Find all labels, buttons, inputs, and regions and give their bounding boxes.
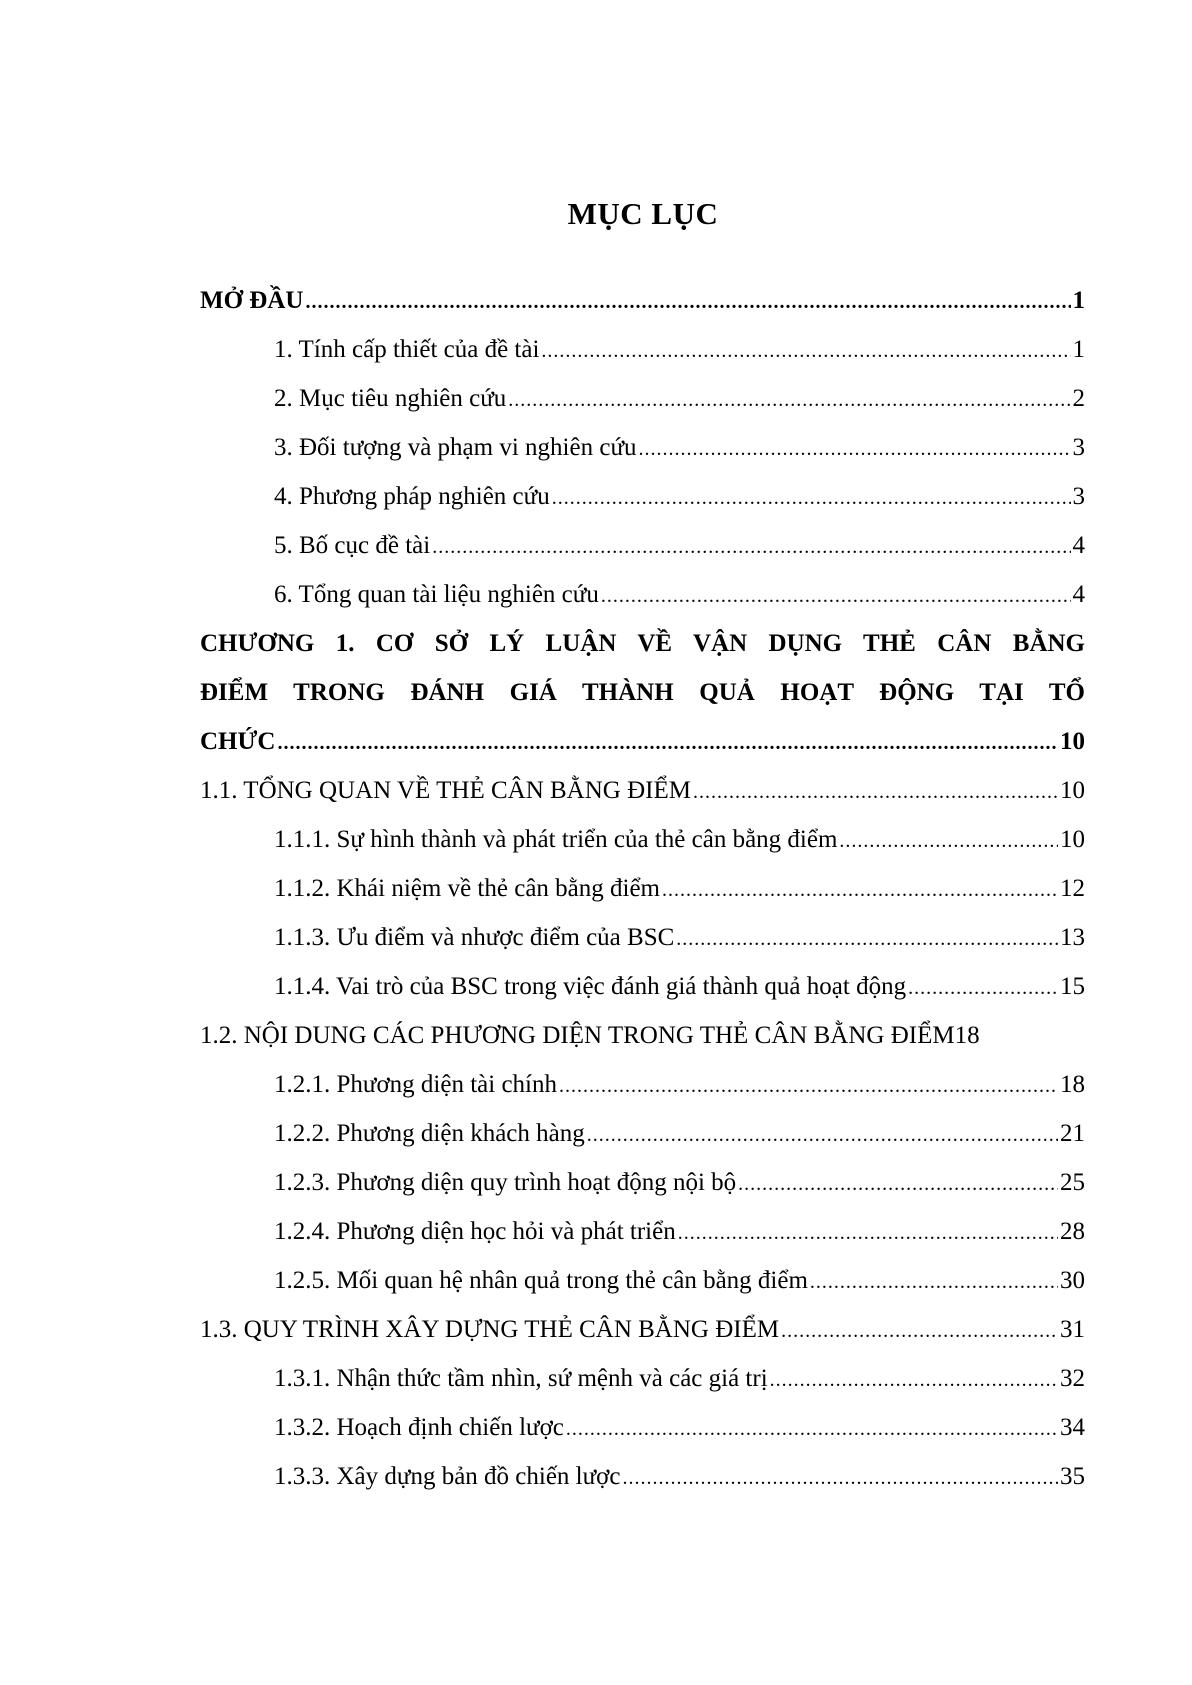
toc-entry-intro-3[interactable] [200, 423, 1085, 472]
toc-entry-label: 1.1.3. Ưu điểm và nhược điểm của BSC [274, 924, 675, 951]
toc-entry-label: 1.2.5. Mối quan hệ nhân quả trong thẻ cân bằng điểm [274, 1267, 808, 1294]
toc-entry-label: 1.3.2. Hoạch định chiến lược [274, 1414, 564, 1441]
toc-page-number: 1 [1072, 336, 1085, 363]
toc-entry-label: 1. Tính cấp thiết của đề tài [274, 336, 540, 363]
toc-entry-label: 1.1. TỔNG QUAN VỀ THẺ CÂN BẰNG ĐIỂM [200, 777, 691, 804]
toc-leader-dots [559, 1062, 1058, 1111]
toc-entry-1-1-2[interactable] [200, 864, 1085, 913]
page-title: MỤC LỤC [567, 196, 719, 231]
toc-page-number: 10 [1060, 826, 1085, 853]
toc-entry-1-1-3[interactable] [200, 913, 1085, 962]
toc-leader-dots [305, 278, 1070, 327]
toc-entry-label: 3. Đối tượng và phạm vi nghiên cứu [274, 434, 637, 461]
toc-page-number: 28 [1060, 1218, 1085, 1245]
toc-leader-dots [676, 915, 1058, 964]
toc-chapter-last-line [200, 717, 1085, 766]
toc-page-number: 34 [1060, 1414, 1085, 1441]
toc-leader-dots [552, 474, 1071, 523]
toc-entry-intro-5[interactable] [200, 521, 1085, 570]
toc-leader-dots [810, 1258, 1058, 1307]
toc-entry-label: 1.2.4. Phương diện học hỏi và phát triển [274, 1218, 676, 1245]
toc-entry-chapter-1[interactable] [200, 619, 1085, 766]
toc-leader-dots [541, 327, 1070, 376]
toc-entry-1-3-1[interactable] [200, 1354, 1085, 1403]
toc-page-number: 15 [1060, 973, 1085, 1000]
toc-page-number: 12 [1060, 875, 1085, 902]
toc-entry-label: 1.3.3. Xây dựng bản đồ chiến lược [274, 1463, 621, 1490]
toc-page-number: 18 [1060, 1071, 1085, 1098]
toc-leader-dots [623, 1454, 1059, 1503]
toc-leader-dots [908, 964, 1058, 1013]
toc-leader-dots [277, 719, 1058, 768]
toc-leader-dots [662, 866, 1058, 915]
toc-leader-dots [508, 376, 1070, 425]
toc-page-number: 3 [1072, 483, 1085, 510]
toc-page-number: 1 [1072, 287, 1085, 314]
toc-leader-dots [587, 1111, 1058, 1160]
toc-leader-dots [770, 1356, 1058, 1405]
toc-leader-dots [738, 1160, 1058, 1209]
toc-entry-label: CHỨC [200, 728, 276, 755]
toc-entry-1-2-1[interactable] [200, 1060, 1085, 1109]
toc-entry-label: 1.3.1. Nhận thức tầm nhìn, sứ mệnh và các giá trị [274, 1365, 768, 1392]
toc-page-number: 25 [1060, 1169, 1085, 1196]
toc-entry-intro-2[interactable] [200, 374, 1085, 423]
toc-leader-dots [693, 768, 1058, 817]
toc-leader-dots [639, 425, 1071, 474]
toc-entry-section-1-1[interactable] [200, 766, 1085, 815]
toc-page-number: 21 [1060, 1120, 1085, 1147]
toc-entry-label: MỞ ĐẦU [200, 287, 304, 314]
toc-entry-label: 1.2.1. Phương diện tài chính [274, 1071, 557, 1098]
toc-entry-label: 2. Mục tiêu nghiên cứu [274, 385, 507, 412]
table-of-contents [200, 276, 1085, 1501]
toc-page-number: 35 [1060, 1463, 1085, 1490]
toc-entry-section-1-2[interactable] [200, 1011, 1085, 1060]
toc-entry-1-2-3[interactable] [200, 1158, 1085, 1207]
toc-entry-1-2-5[interactable] [200, 1256, 1085, 1305]
toc-entry-label: 1.1.2. Khái niệm về thẻ cân bằng điểm [274, 875, 660, 902]
toc-entry-1-3-3[interactable] [200, 1452, 1085, 1501]
toc-entry-label: 6. Tổng quan tài liệu nghiên cứu [274, 581, 599, 608]
toc-leader-dots [432, 523, 1070, 572]
toc-entry-label: 5. Bố cục đề tài [274, 532, 431, 559]
toc-page-number: 30 [1060, 1267, 1085, 1294]
toc-entry-label: 1.2. NỘI DUNG CÁC PHƯƠNG DIỆN TRONG THẺ CÂN BẰNG ĐIỂM [200, 1022, 955, 1049]
toc-entry-label: 1.1.1. Sự hình thành và phát triển của thẻ cân bằng điểm [274, 826, 838, 853]
toc-entry-label: 1.1.4. Vai trò của BSC trong việc đánh giá thành quả hoạt động [274, 973, 907, 1000]
toc-chapter-line: CHƯƠNG 1. CƠ SỞ LÝ LUẬN VỀ VẬN DỤNG THẺ CÂN BẰNG [200, 630, 1085, 657]
toc-page-number: 10 [1060, 728, 1085, 755]
toc-entry-1-2-2[interactable] [200, 1109, 1085, 1158]
toc-entry-intro[interactable] [200, 276, 1085, 325]
toc-entry-1-3-2[interactable] [200, 1403, 1085, 1452]
toc-page-number: 2 [1072, 385, 1085, 412]
toc-leader-dots [839, 817, 1058, 866]
toc-entry-1-1-4[interactable] [200, 962, 1085, 1011]
toc-leader-dots [566, 1405, 1058, 1454]
toc-page-number: 18 [954, 1022, 980, 1049]
toc-entry-section-1-3[interactable] [200, 1305, 1085, 1354]
toc-entry-label: 1.2.3. Phương diện quy trình hoạt động nội bộ [274, 1169, 737, 1196]
toc-page-number: 4 [1072, 581, 1085, 608]
toc-entry-label: 1.2.2. Phương diện khách hàng [274, 1120, 585, 1147]
toc-entry-label: 1.3. QUY TRÌNH XÂY DỰNG THẺ CÂN BẰNG ĐIỂM [200, 1316, 780, 1343]
toc-page-number: 31 [1060, 1316, 1085, 1343]
toc-leader-dots [678, 1209, 1058, 1258]
toc-entry-1-1-1[interactable] [200, 815, 1085, 864]
toc-page-number: 4 [1072, 532, 1085, 559]
toc-page-number: 32 [1060, 1365, 1085, 1392]
toc-leader-dots [601, 572, 1071, 621]
toc-entry-intro-1[interactable] [200, 325, 1085, 374]
toc-entry-1-2-4[interactable] [200, 1207, 1085, 1256]
toc-entry-label: 4. Phương pháp nghiên cứu [274, 483, 550, 510]
toc-page-number: 13 [1060, 924, 1085, 951]
toc-chapter-line: ĐIỂM TRONG ĐÁNH GIÁ THÀNH QUẢ HOẠT ĐỘNG TẠI TỔ [200, 679, 1085, 706]
toc-page-number: 10 [1060, 777, 1085, 804]
toc-page-number: 3 [1072, 434, 1085, 461]
toc-entry-intro-6[interactable] [200, 570, 1085, 619]
toc-entry-intro-4[interactable] [200, 472, 1085, 521]
toc-leader-dots [781, 1307, 1058, 1356]
